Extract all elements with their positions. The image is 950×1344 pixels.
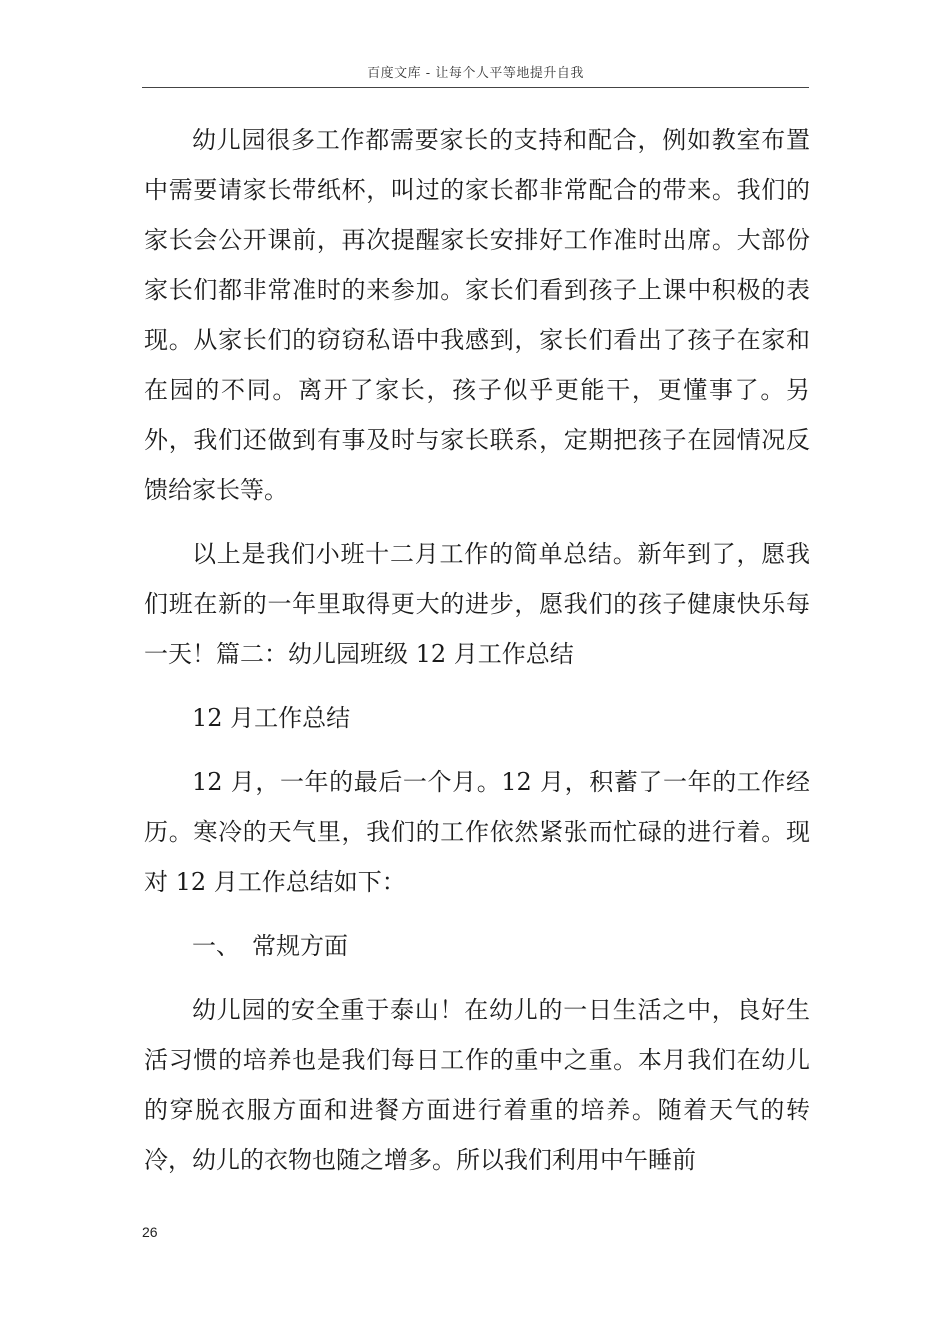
- page-number: 26: [142, 1224, 158, 1240]
- section-heading-routine: 一、 常规方面: [192, 932, 348, 960]
- paragraph-summary-closing: 以上是我们小班十二月工作的简单总结。新年到了，愿我们班在新的一年里取得更大的进步，愿我们的孩子健康快乐每一天！篇二：幼儿园班级 12 月工作总结: [144, 540, 810, 668]
- paragraph-parent-cooperation: 幼儿园很多工作都需要家长的支持和配合，例如教室布置中需要请家长带纸杯，叫过的家长都非常配合的带来。我们的家长会公开课前，再次提醒家长安排好工作准时出席。大部份家长们都非常准时的来参加。家长们看到孩子上课中积极的表现。从家长们的窃窃私语中我感到，家长们看出了孩子在家和在园的不同。离开了家长，孩子似乎更能干，更懂事了。另外，我们还做到有事及时与家长联系，定期把孩子在园情况反馈给家长等。: [144, 126, 810, 504]
- section-title: 12 月工作总结: [192, 704, 351, 732]
- page-header: 百度文库 - 让每个人平等地提升自我: [367, 66, 584, 81]
- paragraph-safety-habits: 幼儿园的安全重于泰山！在幼儿的一日生活之中，良好生活习惯的培养也是我们每日工作的重中之重。本月我们在幼儿的穿脱衣服方面和进餐方面进行着重的培养。随着天气的转冷，幼儿的衣物也随之增多。所以我们利用中午睡前: [144, 996, 810, 1174]
- header-divider: [142, 87, 809, 88]
- document-body: [144, 115, 810, 1185]
- paragraph-december-intro: 12 月，一年的最后一个月。12 月，积蓄了一年的工作经历。寒冷的天气里，我们的工作依然紧张而忙碌的进行着。现对 12 月工作总结如下：: [144, 768, 810, 896]
